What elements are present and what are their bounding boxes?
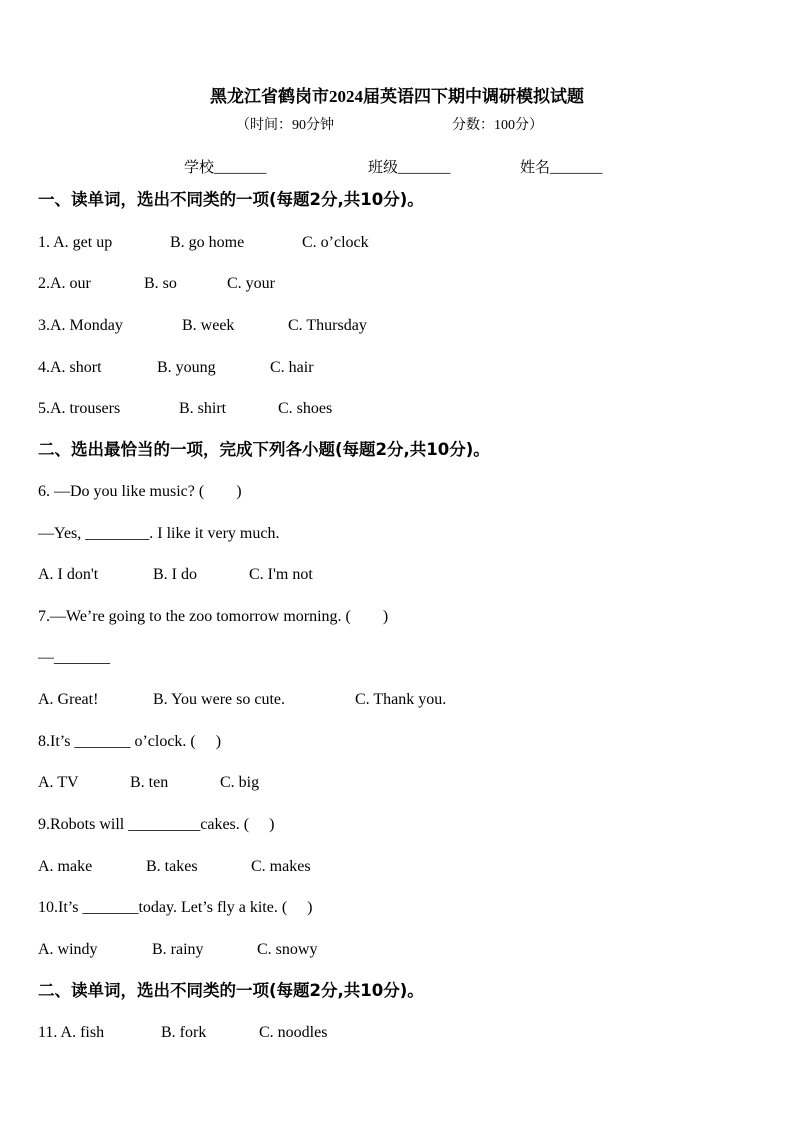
option-a: A. make [38,858,93,875]
question-stem: 9.Robots will _________cakes. ( ) [38,816,275,833]
option-a: 2.A. our [38,275,91,292]
option-b: B. I do [153,566,197,583]
option-c: C. hair [270,359,314,376]
class-field: 班级_______ [368,160,451,176]
option-c: C. noodles [259,1024,328,1041]
option-c: C. makes [251,858,311,875]
option-a: A. windy [38,941,98,958]
option-c: C. Thursday [288,317,367,334]
question-stem: 7.—We’re going to the zoo tomorrow morning. ( ) [38,608,389,625]
name-field: 姓名_______ [520,160,603,176]
option-a: 1. A. get up [38,234,113,251]
exam-score: 分数：100分） [452,118,543,133]
option-b: B. go home [170,234,245,251]
option-b: B. rainy [152,941,204,958]
option-c: C. o’clock [302,234,369,251]
question-stem: 8.It’s _______ o’clock. ( ) [38,733,222,750]
option-c: C. Thank you. [355,691,447,708]
question-reply: —Yes, ________. I like it very much. [38,525,280,542]
option-a: A. I don't [38,566,99,583]
option-a: 3.A. Monday [38,317,123,334]
question-stem: 6. —Do you like music? ( ) [38,483,242,500]
section-heading-2: 二、选出最恰当的一项，完成下列各小题(每题2分,共10分)。 [38,440,490,459]
exam-title: 黑龙江省鹤岗市2024届英语四下期中调研模拟试题 [210,87,584,106]
option-c: C. snowy [257,941,318,958]
section-heading-1: 一、读单词，选出不同类的一项(每题2分,共10分)。 [38,190,424,209]
question-stem: 10.It’s _______today. Let’s fly a kite. ( ) [38,899,313,916]
option-c: C. I'm not [249,566,313,583]
exam-time: （时间：90分钟 [236,118,334,133]
option-b: B. so [144,275,177,292]
option-b: B. fork [161,1024,207,1041]
school-field: 学校_______ [184,160,267,176]
option-b: B. shirt [179,400,227,417]
option-a: A. TV [38,774,79,791]
option-b: B. ten [130,774,169,791]
option-a: 4.A. short [38,359,102,376]
option-b: B. You were so cute. [153,691,285,708]
option-b: B. young [157,359,216,376]
option-a: A. Great! [38,691,99,708]
option-b: B. takes [146,858,198,875]
option-b: B. week [182,317,235,334]
option-c: C. big [220,774,260,791]
question-reply: —_______ [38,649,110,666]
option-a: 5.A. trousers [38,400,121,417]
option-c: C. your [227,275,275,292]
option-a: 11. A. fish [38,1024,105,1041]
option-c: C. shoes [278,400,333,417]
section-heading-3: 二、读单词，选出不同类的一项(每题2分,共10分)。 [38,981,424,1000]
